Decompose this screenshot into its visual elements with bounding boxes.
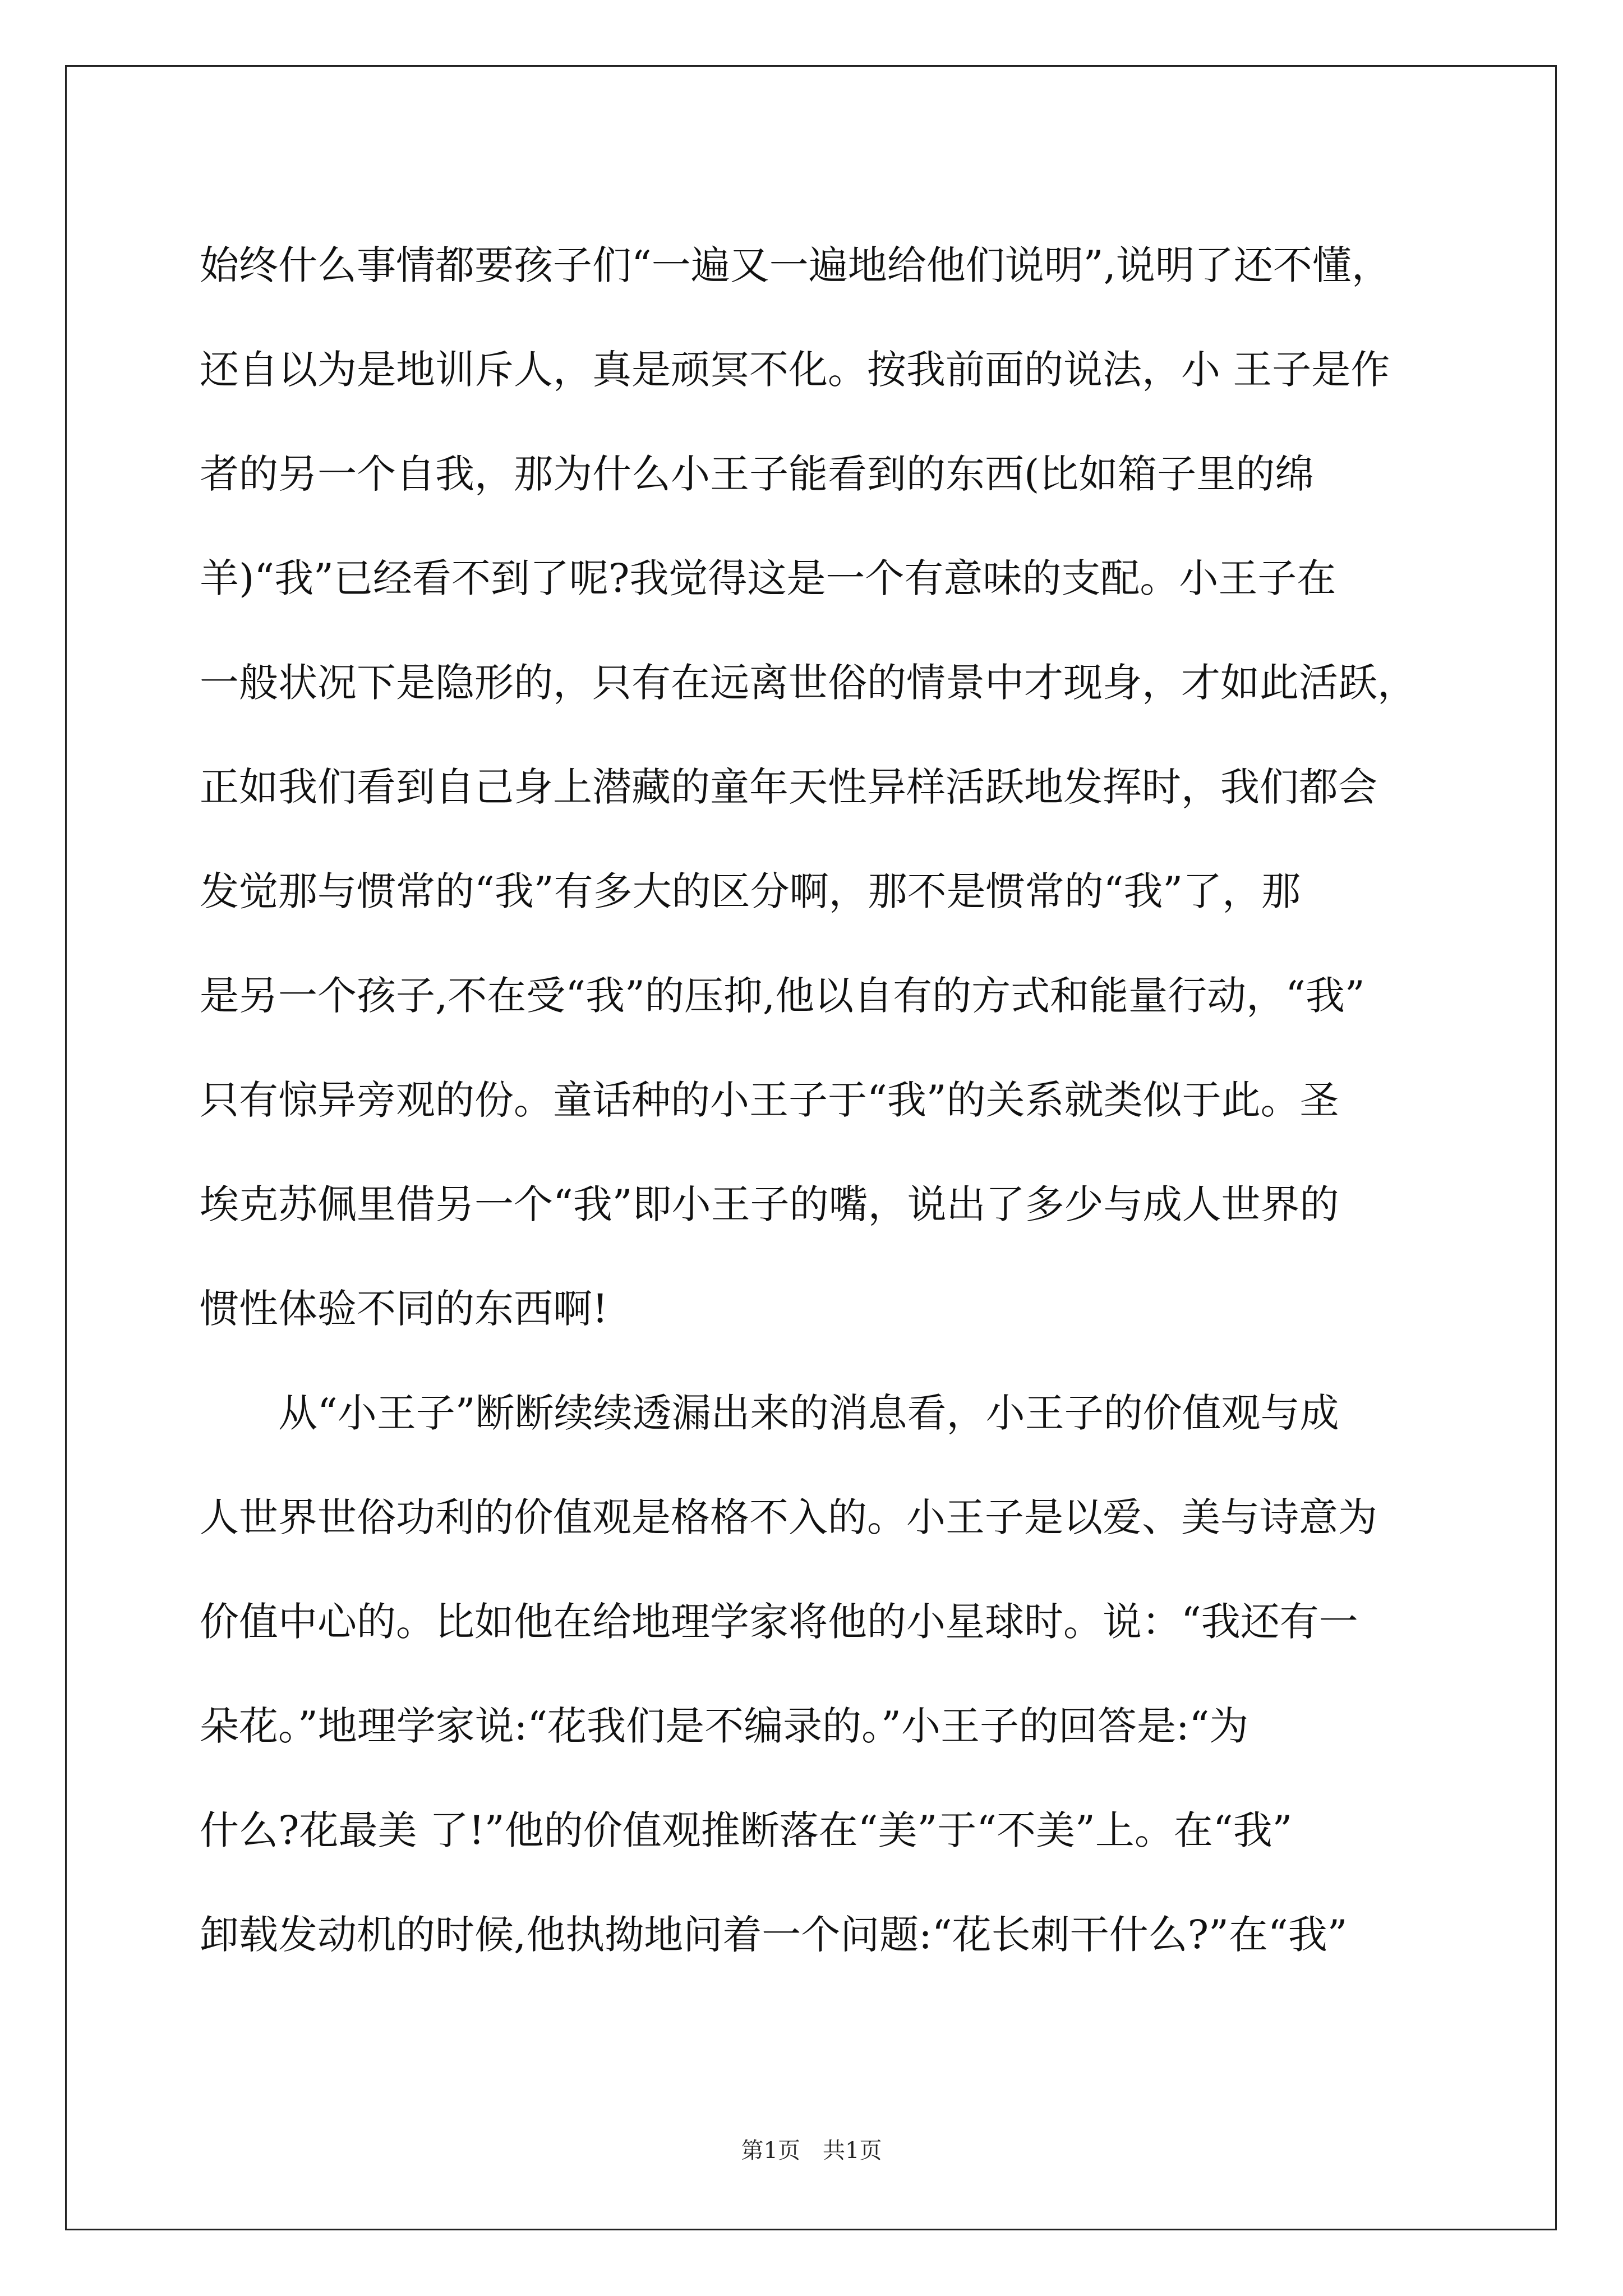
text-line: 还自以为是地训斥人，真是顽冥不化。按我前面的说法，小 王子是作	[200, 347, 1390, 393]
text-line: 朵花。”地理学家说:“花我们是不编录的。”小王子的回答是:“为	[200, 1703, 1249, 1749]
text-line: 发觉那与惯常的“我”有多大的区分啊，那不是惯常的“我”了，那	[200, 868, 1301, 914]
text-line: 始终什么事情都要孩子们“一遍又一遍地给他们说明”,说明了还不懂，	[200, 242, 1391, 288]
text-line: 人世界世俗功利的价值观是格格不入的。小王子是以爱、美与诗意为	[200, 1494, 1377, 1540]
text-line: 什么?花最美 了!”他的价值观推断落在“美”于“不美”上。在“我”	[200, 1807, 1293, 1853]
text-line: 埃克苏佩里借另一个“我”即小王子的嘴，说出了多少与成人世界的	[200, 1181, 1339, 1227]
text-line: 价值中心的。比如他在给地理学家将他的小星球时。说：“我还有一	[200, 1599, 1358, 1645]
page-number-footer: 第1页 共1页	[741, 2138, 882, 2164]
text-line: 正如我们看到自己身上潜藏的童年天性异样活跃地发挥时，我们都会	[200, 764, 1377, 810]
paragraph-start-line: 从“小王子”断断续续透漏出来的消息看，小王子的价值观与成	[278, 1390, 1339, 1436]
document-body	[200, 213, 1422, 1987]
text-line: 者的另一个自我，那为什么小王子能看到的东西(比如箱子里的绵	[200, 451, 1315, 497]
text-line: 是另一个孩子,不在受“我”的压抑,他以自有的方式和能量行动，“我”	[200, 973, 1365, 1019]
text-line: 羊)“我”已经看不到了呢?我觉得这是一个有意味的支配。小王子在	[200, 555, 1336, 601]
text-line: 只有惊异旁观的份。童话种的小王子于“我”的关系就类似于此。圣	[200, 1077, 1339, 1123]
text-line: 一般状况下是隐形的，只有在远离世俗的情景中才现身，才如此活跃，	[200, 660, 1417, 706]
text-line: 惯性体验不同的东西啊!	[200, 1286, 608, 1332]
text-line: 卸载发动机的时候,他执拗地问着一个问题:“花长刺干什么?”在“我”	[200, 1912, 1348, 1958]
